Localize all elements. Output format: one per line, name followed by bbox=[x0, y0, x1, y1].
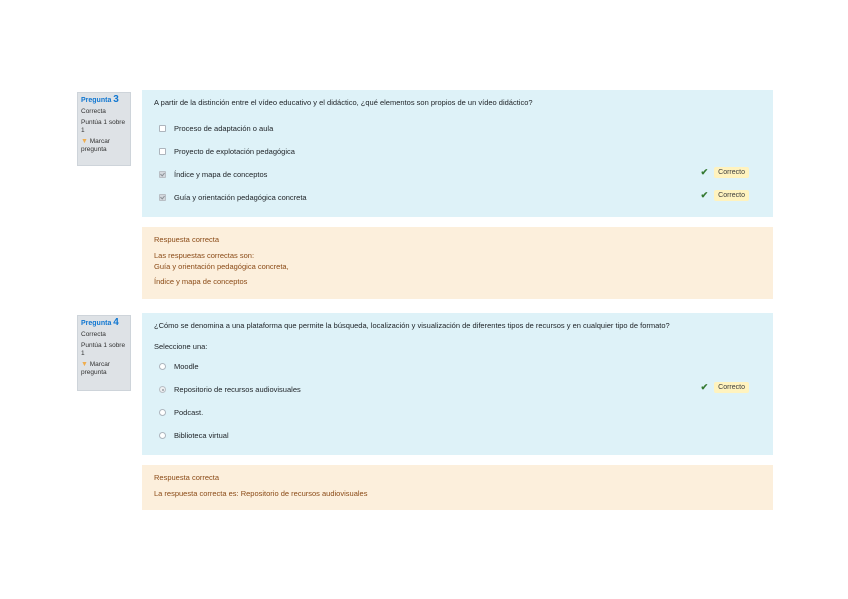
answer-label: Moodle bbox=[174, 362, 199, 371]
flag-label: Marcar pregunta bbox=[81, 138, 110, 153]
answer-label: Índice y mapa de conceptos bbox=[174, 170, 268, 179]
answer-option[interactable] bbox=[154, 140, 761, 163]
question-text: A partir de la distinción entre el vídeo educativo y el didáctico, ¿qué elementos son propios de un vídeo didáctico? bbox=[154, 98, 533, 107]
question-grade: Puntúa 1 sobre 1 bbox=[81, 342, 126, 357]
question-text: ¿Cómo se denomina a una plataforma que permite la búsqueda, localización y visualización de diferentes tipos de recursos y en cualquier tipo de formato? bbox=[154, 321, 670, 330]
answer-option[interactable] bbox=[154, 163, 761, 186]
feedback-title: Respuesta correcta bbox=[154, 235, 220, 244]
answer-label: Podcast. bbox=[174, 408, 204, 417]
checkbox-checked[interactable] bbox=[159, 194, 166, 201]
question-formulation-q4 bbox=[142, 313, 773, 455]
radio-button[interactable] bbox=[159, 363, 166, 370]
answer-option[interactable] bbox=[154, 355, 761, 378]
correct-badge: Correcto bbox=[714, 167, 749, 178]
checkbox-checked[interactable] bbox=[159, 171, 166, 178]
question-info-q3 bbox=[77, 92, 131, 166]
question-label: Pregunta bbox=[81, 97, 112, 104]
question-number-value: 3 bbox=[113, 94, 119, 105]
check-icon: ✔ bbox=[700, 382, 709, 392]
answer-verdict bbox=[701, 167, 749, 178]
answer-label: Guía y orientación pedagógica concreta bbox=[174, 193, 307, 202]
answer-label: Biblioteca virtual bbox=[174, 431, 229, 440]
answer-label: Proyecto de explotación pedagógica bbox=[174, 147, 295, 156]
flag-icon: ▼ bbox=[81, 138, 88, 145]
question-number-value: 4 bbox=[113, 317, 119, 328]
checkbox[interactable] bbox=[159, 125, 166, 132]
correct-badge: Correcto bbox=[714, 190, 749, 201]
answer-option[interactable] bbox=[154, 401, 761, 424]
flag-label: Marcar pregunta bbox=[81, 361, 110, 376]
question-number bbox=[81, 96, 127, 105]
question-info-q4 bbox=[77, 315, 131, 391]
flag-icon: ▼ bbox=[81, 361, 88, 368]
question-state: Correcta bbox=[81, 331, 106, 338]
check-icon: ✔ bbox=[700, 190, 709, 200]
radio-button-selected[interactable] bbox=[159, 386, 166, 393]
answer-label: Repositorio de recursos audiovisuales bbox=[174, 385, 301, 394]
check-icon: ✔ bbox=[700, 167, 709, 177]
flag-question-link[interactable] bbox=[81, 361, 127, 377]
answer-verdict bbox=[701, 190, 749, 201]
answer-option[interactable] bbox=[154, 117, 761, 140]
answer-option[interactable] bbox=[154, 378, 761, 401]
question-state: Correcta bbox=[81, 108, 106, 115]
feedback-title: Respuesta correcta bbox=[154, 473, 220, 482]
question-number bbox=[81, 319, 127, 328]
radio-button[interactable] bbox=[159, 432, 166, 439]
question-label: Pregunta bbox=[81, 320, 112, 327]
question-feedback-q3 bbox=[142, 227, 773, 299]
feedback-intro: Las respuestas correctas son: bbox=[154, 251, 255, 260]
question-grade: Puntúa 1 sobre 1 bbox=[81, 119, 126, 134]
question-formulation-q3 bbox=[142, 90, 773, 217]
answer-option[interactable] bbox=[154, 186, 761, 209]
question-feedback-q4 bbox=[142, 465, 773, 510]
flag-question-link[interactable] bbox=[81, 138, 127, 154]
feedback-answer: Guía y orientación pedagógica concreta, bbox=[154, 262, 289, 271]
answer-label: Proceso de adaptación o aula bbox=[174, 124, 274, 133]
radio-button[interactable] bbox=[159, 409, 166, 416]
answer-verdict bbox=[701, 382, 749, 393]
feedback-answer: La respuesta correcta es: Repositorio de recursos audiovisuales bbox=[154, 489, 368, 498]
answer-option[interactable] bbox=[154, 424, 761, 447]
checkbox[interactable] bbox=[159, 148, 166, 155]
correct-badge: Correcto bbox=[714, 382, 749, 393]
answer-prompt: Seleccione una: bbox=[154, 342, 208, 351]
feedback-answer: Índice y mapa de conceptos bbox=[154, 277, 248, 286]
